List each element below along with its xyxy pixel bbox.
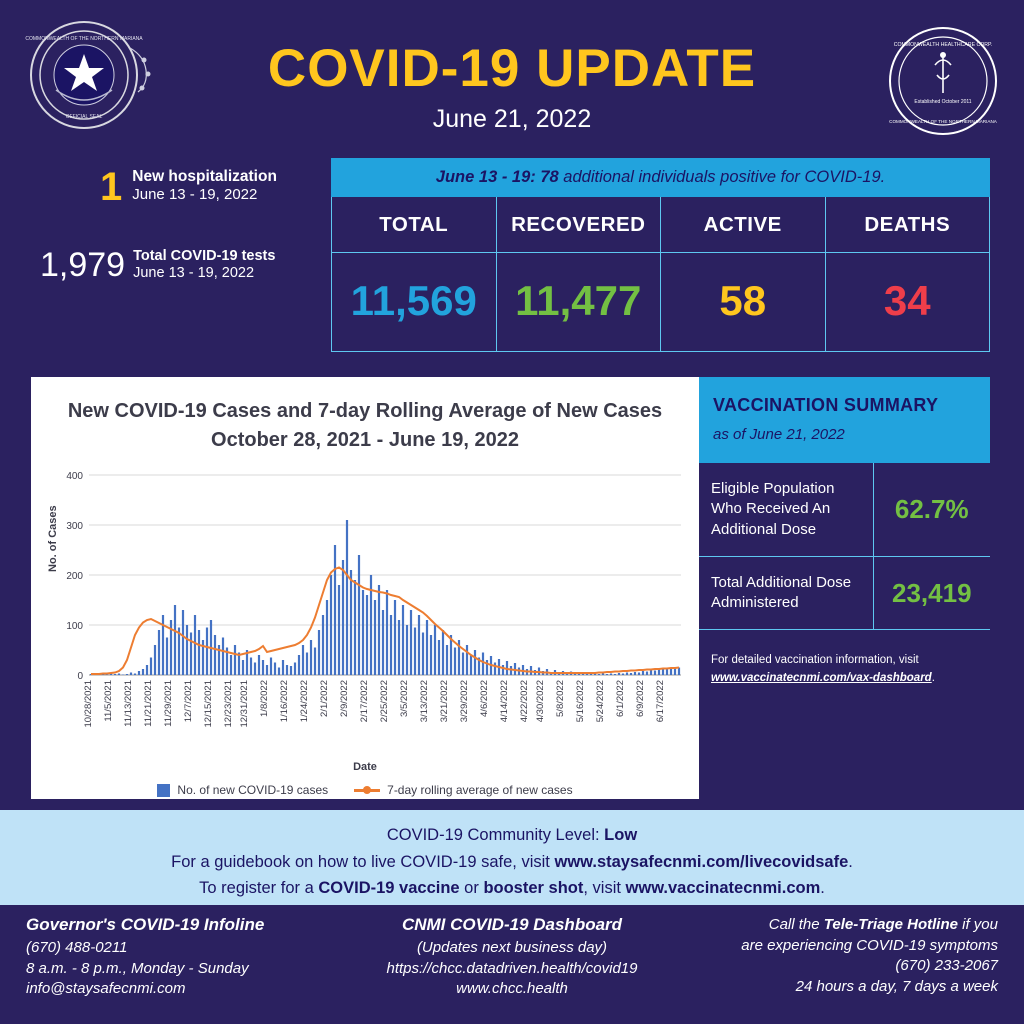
stat-value-deaths: 34 xyxy=(883,277,931,324)
svg-text:200: 200 xyxy=(66,571,83,582)
svg-text:4/14/2022: 4/14/2022 xyxy=(499,680,510,723)
svg-text:4/6/2022: 4/6/2022 xyxy=(479,680,490,717)
weekly-positive-banner xyxy=(331,158,990,197)
footer-hotline-phone: (670) 233-2067 xyxy=(895,957,998,975)
legend-label-bars: No. of new COVID-19 cases xyxy=(177,783,329,797)
case-summary-table xyxy=(331,158,990,352)
register-text-a: To register for a xyxy=(199,879,319,898)
footer-infoline-title: Governor's COVID-19 Infoline xyxy=(26,915,265,934)
svg-text:OFFICIAL SEAL: OFFICIAL SEAL xyxy=(65,114,103,120)
cnmi-seal-icon xyxy=(18,18,158,133)
tests-value: 1,979 xyxy=(40,246,126,284)
stat-header-deaths: DEATHS xyxy=(826,197,990,253)
vaccination-value-2: 23,419 xyxy=(892,577,972,608)
chart-plot-area xyxy=(41,467,689,773)
svg-text:COMMONWEALTH OF THE NORTHERN M: COMMONWEALTH OF THE NORTHERN MARIANA xyxy=(25,36,143,42)
chart-legend xyxy=(31,783,699,797)
legend-item-bars xyxy=(157,783,328,797)
chart-y-axis-label: No. of Cases xyxy=(47,505,59,572)
svg-text:11/21/2021: 11/21/2021 xyxy=(143,680,154,727)
svg-text:11/5/2021: 11/5/2021 xyxy=(103,680,114,722)
svg-text:12/31/2021: 12/31/2021 xyxy=(239,680,250,728)
left-stats xyxy=(40,165,330,284)
svg-text:Established October 2011: Established October 2011 xyxy=(914,99,972,105)
total-tests-stat xyxy=(40,248,330,282)
hospitalization-period: June 13 - 19, 2022 xyxy=(132,185,258,203)
svg-text:0: 0 xyxy=(77,671,83,682)
svg-text:5/24/2022: 5/24/2022 xyxy=(595,680,606,723)
register-period: . xyxy=(820,879,825,898)
banner-text: additional individuals positive for COVID-19. xyxy=(558,168,886,186)
svg-text:400: 400 xyxy=(66,471,83,482)
svg-text:12/7/2021: 12/7/2021 xyxy=(183,680,194,723)
footer xyxy=(0,905,1024,1024)
footer-hotline xyxy=(674,915,998,1024)
tests-period: June 13 - 19, 2022 xyxy=(133,264,255,281)
stat-header-total: TOTAL xyxy=(332,197,496,253)
stat-column-recovered xyxy=(497,197,662,352)
footer-hotline-line1 xyxy=(674,915,998,936)
band-line-1 xyxy=(0,822,1024,849)
chart-title-line2: October 28, 2021 - June 19, 2022 xyxy=(211,429,519,451)
svg-text:300: 300 xyxy=(66,521,83,532)
stat-value-total: 11,569 xyxy=(350,277,477,324)
svg-text:COMMONWEALTH HEALTHCARE CORP.: COMMONWEALTH HEALTHCARE CORP. xyxy=(893,42,993,48)
svg-text:100: 100 xyxy=(66,621,83,632)
svg-text:4/30/2022: 4/30/2022 xyxy=(535,680,546,723)
register-text-booster: booster shot xyxy=(483,879,584,898)
hospitalization-value: 1 xyxy=(100,165,123,209)
hotline-text-c: if you xyxy=(957,916,998,933)
vax-dashboard-link[interactable]: www.vaccinatecnmi.com/vax-dashboard xyxy=(711,671,932,684)
svg-text:2/1/2022: 2/1/2022 xyxy=(319,680,330,717)
svg-text:11/13/2021: 11/13/2021 xyxy=(123,680,134,727)
band-line-2 xyxy=(0,849,1024,876)
hotline-text-a: Call the xyxy=(768,916,824,933)
svg-text:12/15/2021: 12/15/2021 xyxy=(203,680,214,728)
footer-dashboard-title: CNMI COVID-19 Dashboard xyxy=(401,915,623,934)
svg-text:5/16/2022: 5/16/2022 xyxy=(575,680,586,723)
footer-infoline-hours: 8 a.m. - 8 p.m., Monday - Sunday xyxy=(26,959,249,977)
svg-text:4/22/2022: 4/22/2022 xyxy=(519,680,530,723)
svg-text:12/23/2021: 12/23/2021 xyxy=(223,680,234,728)
register-text-visit: , visit xyxy=(583,879,626,898)
community-level-value: Low xyxy=(604,826,638,844)
svg-text:2/9/2022: 2/9/2022 xyxy=(339,680,350,717)
footer-hotline-line2: are experiencing COVID-19 symptoms xyxy=(741,936,998,954)
svg-text:3/5/2022: 3/5/2022 xyxy=(399,680,410,717)
vaccination-note-suffix: . xyxy=(931,671,935,684)
chart-title xyxy=(31,377,699,455)
footer-infoline xyxy=(26,915,350,1024)
guidebook-period: . xyxy=(848,852,853,871)
band-line-3 xyxy=(0,875,1024,902)
vaccination-label-2: Total Additional Dose Administered xyxy=(699,557,874,630)
vaccination-value-1: 62.7% xyxy=(894,493,969,524)
hotline-name: Tele-Triage Hotline xyxy=(823,916,958,933)
svg-text:1/24/2022: 1/24/2022 xyxy=(299,680,310,723)
footer-chcc-url[interactable]: www.chcc.health xyxy=(456,980,568,998)
register-text-vaccine: COVID-19 vaccine xyxy=(318,879,460,898)
svg-text:11/29/2021: 11/29/2021 xyxy=(163,680,174,727)
legend-item-line xyxy=(354,783,572,797)
new-hospitalization-stat xyxy=(40,165,330,209)
report-date: June 21, 2022 xyxy=(432,105,592,133)
svg-text:6/1/2022: 6/1/2022 xyxy=(615,680,626,717)
bar-swatch-icon xyxy=(157,784,170,797)
stat-header-active: ACTIVE xyxy=(661,197,825,253)
guidebook-text: For a guidebook on how to live COVID-19 safe, visit xyxy=(171,852,555,871)
footer-dashboard-url[interactable]: https://chcc.datadriven.health/covid19 xyxy=(386,959,638,977)
svg-text:1/8/2022: 1/8/2022 xyxy=(259,680,270,717)
svg-text:6/17/2022: 6/17/2022 xyxy=(655,680,666,723)
chart-x-axis-label: Date xyxy=(353,761,377,773)
svg-text:2/25/2022: 2/25/2022 xyxy=(379,680,390,723)
stat-column-active xyxy=(661,197,826,352)
vaccination-asof: as of June 21, 2022 xyxy=(713,426,845,443)
vaccination-note-prefix: For detailed vaccination information, visit xyxy=(711,654,919,667)
vaccination-row-additional-dose-pct xyxy=(699,463,990,557)
vaccination-heading: VACCINATION SUMMARY xyxy=(713,395,939,415)
svg-text:2/17/2022: 2/17/2022 xyxy=(359,680,370,723)
footer-hotline-hours: 24 hours a day, 7 days a week xyxy=(795,978,998,996)
stat-value-recovered: 11,477 xyxy=(515,277,642,324)
stat-column-total xyxy=(332,197,497,352)
vaccinate-link[interactable]: www.vaccinatecnmi.com xyxy=(625,879,821,898)
page-title: COVID-19 UPDATE xyxy=(267,39,757,98)
community-level-band xyxy=(0,810,1024,905)
chart-title-line1: New COVID-19 Cases and 7-day Rolling Average of New Cases xyxy=(67,400,663,422)
vaccination-note xyxy=(699,630,990,687)
svg-text:3/29/2022: 3/29/2022 xyxy=(459,680,470,723)
community-level-label: COVID-19 Community Level: xyxy=(386,826,605,844)
svg-text:5/8/2022: 5/8/2022 xyxy=(555,680,566,717)
svg-text:6/9/2022: 6/9/2022 xyxy=(635,680,646,717)
svg-text:10/28/2021: 10/28/2021 xyxy=(83,680,94,728)
stat-header-recovered: RECOVERED xyxy=(497,197,661,253)
guidebook-link[interactable]: www.staysafecnmi.com/livecovidsafe xyxy=(554,852,849,871)
footer-infoline-email[interactable]: info@staysafecnmi.com xyxy=(26,980,186,998)
tests-label: Total COVID-19 tests xyxy=(133,248,276,264)
footer-dashboard xyxy=(350,915,674,1024)
chart-svg xyxy=(41,467,689,767)
vaccination-label-1: Eligible Population Who Received An Additional Dose xyxy=(699,463,874,556)
banner-count: June 13 - 19: 78 xyxy=(435,168,559,186)
svg-text:COMMONWEALTH OF THE NORTHERN M: COMMONWEALTH OF THE NORTHERN MARIANA xyxy=(889,119,997,124)
vaccination-header xyxy=(699,377,990,463)
legend-label-line: 7-day rolling average of new cases xyxy=(387,783,573,797)
footer-dashboard-updates: (Updates next business day) xyxy=(416,939,608,956)
stat-column-deaths xyxy=(826,197,991,352)
register-text-or: or xyxy=(459,879,484,898)
vaccination-row-additional-dose-total xyxy=(699,557,990,631)
chcc-seal-icon xyxy=(887,25,999,137)
vaccination-summary-panel xyxy=(699,377,990,799)
line-swatch-icon xyxy=(354,789,380,792)
footer-infoline-phone: (670) 488-0211 xyxy=(26,939,128,956)
stat-value-active: 58 xyxy=(719,277,767,324)
header xyxy=(0,0,1024,150)
cases-chart-panel xyxy=(31,377,699,799)
svg-text:3/21/2022: 3/21/2022 xyxy=(439,680,450,723)
svg-text:1/16/2022: 1/16/2022 xyxy=(279,680,290,723)
hospitalization-label: New hospitalization xyxy=(132,168,277,185)
svg-text:3/13/2022: 3/13/2022 xyxy=(419,680,430,723)
